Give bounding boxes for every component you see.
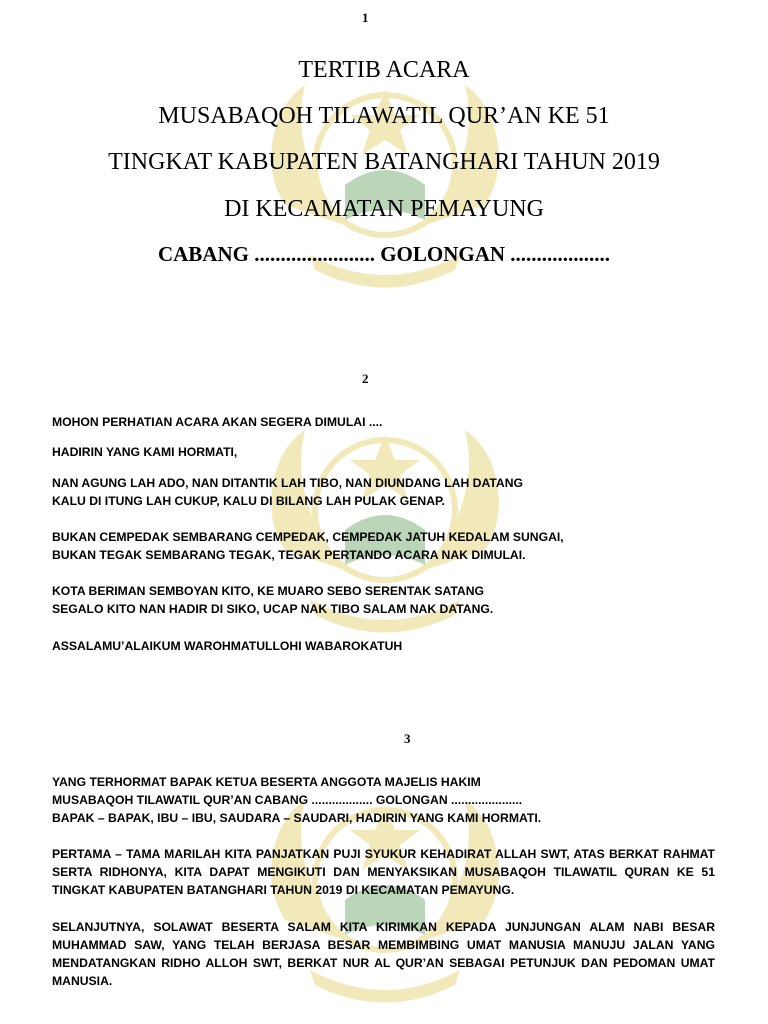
title-line-1: TERTIB ACARA [298, 57, 470, 83]
text-line: BAPAK – BAPAK, IBU – IBU, SAUDARA – SAUDARI, HADIRIN YANG KAMI HORMATI. [52, 811, 542, 825]
text-line: YANG TERHORMAT BAPAK KETUA BESERTA ANGGOTA MAJELIS HAKIM [52, 775, 481, 789]
text-line: SEGALO KITO NAN HADIR DI SIKO, UCAP NAK TIBO SALAM NAK DATANG. [52, 602, 494, 616]
paragraph: SELANJUTNYA, SOLAWAT BESERTA SALAM KITA KIRIMKAN KEPADA JUNJUNGAN ALAM NABI BESAR MUHAMMAD SAW, YANG TELAH BERJASA BESAR MEMBIMBING UMAT MANUSIA MANUJU JALAN YANG MENDATANGKAN RIDHO ALLOH SWT, BERKAT NUR AL QUR’AN SEBAGAI PETUNJUK DAN PEDOMAN UMAT MANUSIA. [52, 920, 715, 988]
title-line-3: TINGKAT KABUPATEN BATANGHARI TAHUN 2019 [108, 149, 660, 175]
text-line: ASSALAMU’ALAIKUM WAROHMATULLOHI WABAROKATUH [52, 639, 403, 653]
page-number: 2 [362, 371, 369, 386]
text-line: NAN AGUNG LAH ADO, NAN DITANTIK LAH TIBO, NAN DIUNDANG LAH DATANG [52, 476, 523, 490]
text-line: BUKAN TEGAK SEMBARANG TEGAK, TEGAK PERTANDO ACARA NAK DIMULAI. [52, 548, 526, 562]
page-number: 1 [362, 10, 369, 25]
page-number: 3 [404, 731, 411, 746]
text-line: HADIRIN YANG KAMI HORMATI, [52, 445, 238, 459]
lptq-emblem-watermark [250, 55, 520, 305]
cabang-golongan-line: CABANG ....................... GOLONGAN ................... [157, 242, 611, 266]
title-line-4: DI KECAMATAN PEMAYUNG [224, 196, 544, 222]
text-line: KOTA BERIMAN SEMBOYAN KITO, KE MUARO SEBO SERENTAK SATANG [52, 584, 484, 598]
text-line: KALU DI ITUNG LAH CUKUP, KALU DI BILANG LAH PULAK GENAP. [52, 494, 445, 508]
text-line: BUKAN CEMPEDAK SEMBARANG CEMPEDAK, CEMPEDAK JATUH KEDALAM SUNGAI, [52, 530, 564, 544]
text-line: MOHON PERHATIAN ACARA AKAN SEGERA DIMULAI .... [52, 415, 383, 429]
text-line: MUSABAQOH TILAWATIL QUR’AN CABANG .................. GOLONGAN ..................... [52, 793, 523, 807]
title-line-2: MUSABAQOH TILAWATIL QUR’AN KE 51 [158, 103, 610, 129]
paragraph: PERTAMA – TAMA MARILAH KITA PANJATKAN PUJI SYUKUR KEHADIRAT ALLAH SWT, ATAS BERKAT RAHMAT SERTA RIDHONYA, KITA DAPAT MENGIKUTI DAN MENYAKSIKAN MUSABAQOH TILAWATIL QURAN KE 51 TINGKAT KABUPATEN BATANGHARI TAHUN 2019 DI KECAMATAN PEMAYUNG. [52, 847, 715, 897]
